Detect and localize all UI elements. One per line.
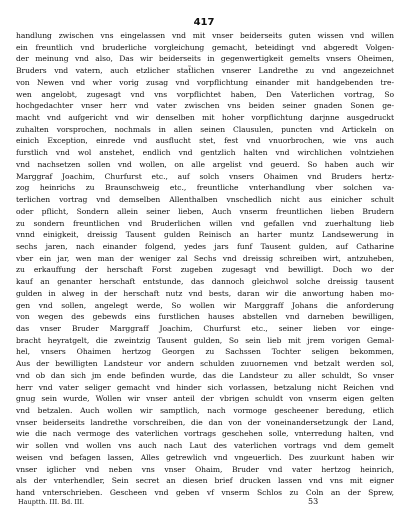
text-line: bracht heyratgelt, die zweintzig Tausent gulden, So sein lieb mit jrem vorigen Gemal- (16, 335, 394, 345)
footer-sheet-number: 53 (308, 497, 319, 506)
text-line: zuhalten vorsprochen, nochmals in allen seinen Clausulen, puncten vnd Artickeln on (16, 124, 394, 134)
text-line: oder pflicht, Sondern allein seiner lieben, Auch vnserm freuntlichen lieben Brudern (16, 206, 394, 216)
text-line: kauf an genanter herschaft entstunde, das dannoch gleichwol solche dreissig tausent (16, 277, 394, 287)
text-line: hand vnterschrieben. Gescheen vnd geben vf vnserm Schlos zu Coln an der Sprew, (16, 488, 394, 498)
text-line: vnd betzalen. Auch wollen wir samptlich, nach vormoge gescheener beredung, etlich (16, 406, 394, 415)
text-line: vnd ob dan sich jm ende befinden wurde, das die Landsteur zu aller schuldt, So vnser (16, 370, 394, 380)
text-line: gen vnd sollen, angelegt werde, So wollen wir Marggraff Johans die anforderung (16, 300, 394, 310)
text-line: wen angelobt, zugesagt vnd vns vorpflichtet haben, Den Vaterlichen vortrag, So (16, 89, 394, 99)
text-line: der meinung vnd also, Das wir beiderseits in gegenwertigkeit gemelts vnsers Oheimen, (16, 54, 394, 64)
text-line: das vnser Bruder Marggraff Joachim, Churfurst etc., seiner lieben vor einge- (16, 323, 394, 333)
text-line: als der vnterhendler, Sein secret an diesen brief drucken lassen vnd vns mit eigner (16, 476, 394, 486)
text-line: zu erkauffung der herschaft Forst zugeben zugesagt vnd bewilligt. Doch wo der (16, 265, 394, 275)
text-line: vnser beiderseits landrethe vorschreiben, die dan von der voneinandersetzungk der Land, (16, 417, 394, 427)
text-line: herr vnd vater seliger gemacht vnd hinder sich vorlassen, betzalung nicht Reichen vnd (16, 382, 394, 392)
text-line: vber ein jar, wen man der weniger zal Sechs vnd dreissig schreiben wirt, antzuheben, (16, 253, 394, 263)
text-line: von wegen des gebewds eins furstlichen hauses abstellen vnd darneben bewilligen, (16, 312, 394, 322)
text-line: handlung zwischen vns eingelassen vnd mit vnser beiderseits guten wissen vnd willen (16, 31, 394, 40)
text-line: gulden in alweg in der herschaft nutz vnd bests, daran wir die anwortung haben mo- (16, 288, 394, 298)
text-line: hel, vnsers Ohaimen hertzog Georgen zu Sachssen Tochter seligen bekommen, (16, 347, 394, 357)
text-line: von Newen vnd wher vorig zusag vnd vorpflichtung einander mit handgebenden tre- (16, 77, 394, 87)
text-line: einich Exception, einrede vnd ausflucht stet, fest vnd vnuorbrochen, wie vns auch (16, 136, 394, 146)
footer-signature: Hauptth. III. Bd. III. (18, 498, 85, 506)
text-line: furstlich vnd wol anstehet, endlich vnd gentzlich halten vnd wirchlichen volntziehen (16, 148, 394, 158)
text-line: macht vnd aufgericht vnd wir denselben mit hoher vorpflichtung darjnne ausgedruckt (16, 113, 394, 123)
text-line: hochgedachter vnser herr vnd vater zwischen vns beiden seiner gnaden Sonen ge- (16, 101, 394, 111)
text-line: Aus der bewilligten Landsteur vor andern schulden zuuornemen vnd betzalt werden sol, (16, 359, 394, 369)
text-line: zog heinrichs zu Braunschweig etc., freuntliche vnterhandlung vber solchen va- (16, 183, 394, 193)
text-line: zu sondern freuntlichen vnd Bruderlichen willen vnd gefallen vnd zuerhaltung lieb (16, 218, 394, 228)
text-line: terlichen vortrag vnd demselben Allenthalben vnschedlich nicht aus einicher schult (16, 195, 394, 205)
text-line: vnser iglicher vnd neben vns vnser Ohaim, Bruder vnd vater hertzog heinrich, (16, 464, 394, 474)
text-line: wie die nach vermoge des vaterlichen vortrags geschehen solle, vnterredung halten, vnd (16, 429, 394, 439)
text-line: sechs jaren, nach einander folgend, yedes jars funf Tausent gulden, auf Catharine (16, 241, 394, 251)
text-line: gnug sein wurde, Wollen wir vnser anteil der vbrigen schuldt von vnserm eigen gelten (16, 394, 394, 404)
text-line: vnnd einigkeit, dreissig Tausent gulden Reinisch an harter muntz Landsewerung in (16, 230, 394, 240)
text-line: wir sollen vnd wollen vns auch nach Laut des vaterlichen vortrags vnd dem gemelt (16, 441, 394, 451)
text-line: vnd nachsetzen sollen vnd wollen, on alle argelist vnd geuerd. So haben auch wir (16, 159, 394, 169)
page-footer (16, 497, 394, 507)
text-line: ein freuntlich vnd bruderliche vorgleichung gemacht, beteidingt vnd abgeredt Volgen- (16, 42, 394, 52)
text-line: Bruders vnd vatern, auch etzlicher stat̃lichen vnserer Landrethe zu vnd angezeichnet (16, 66, 394, 76)
page-number: 417 (193, 17, 215, 28)
body-text (16, 30, 394, 499)
text-line: Marggraf Joachim, Churfurst etc., auf solch vnsers Ohaimen vnd Bruders hertz- (16, 171, 394, 181)
text-line: weisen vnd befagen lassen, Alles getrewlich vnd vngeuerlich. Des zuurkunt haben wir (16, 452, 394, 462)
